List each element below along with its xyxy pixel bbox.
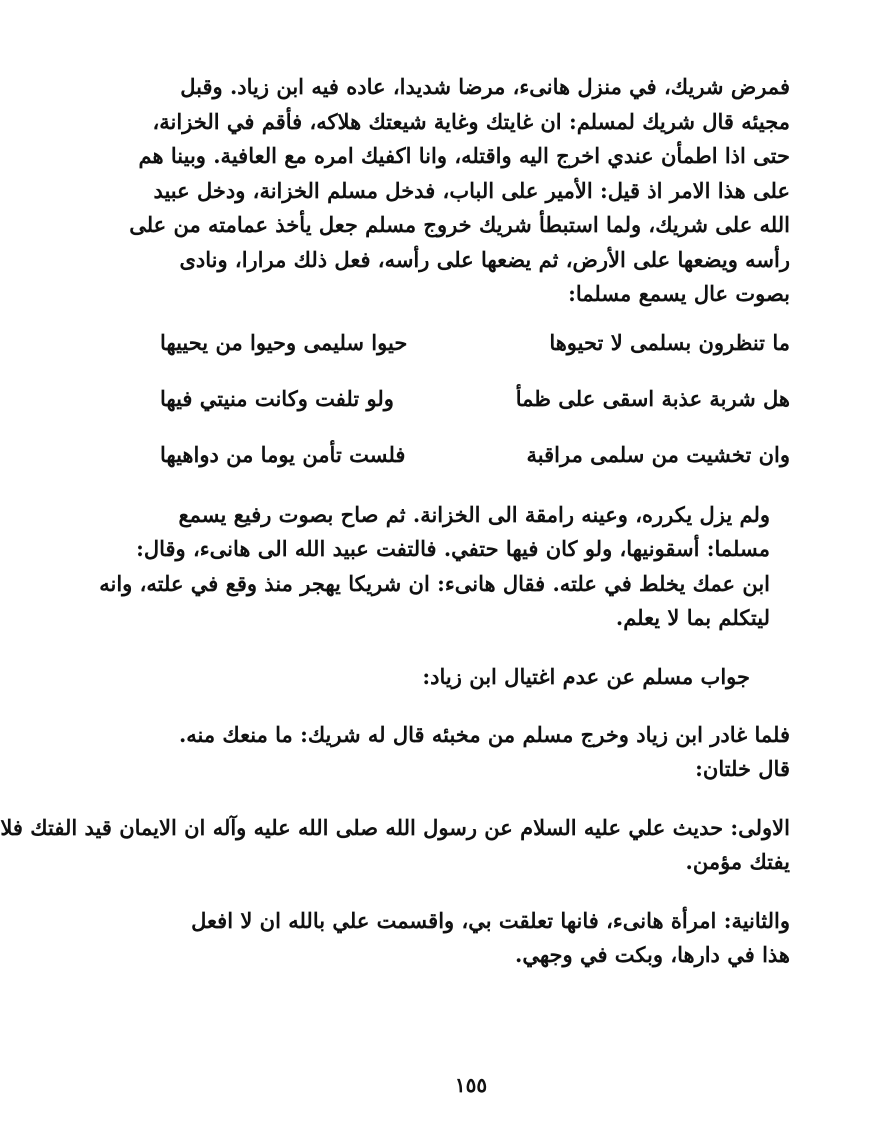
text-line: ليتكلم بما لا يعلم. xyxy=(615,605,770,630)
text-line: الله على شريك، ولما استبطأ شريك خروج مسلم جعل يأخذ عمامته من على xyxy=(129,212,790,237)
verse-second-hemistich: فلست تأمن يوما من دواهيها xyxy=(160,441,406,467)
paragraph-5 xyxy=(160,904,790,973)
text-line: يفتك مؤمن. xyxy=(685,849,790,874)
poem-verse xyxy=(160,442,790,498)
text-line: فمرض شريك، في منزل هانىء، مرضا شديدا، عاده فيه ابن زياد. وقبل xyxy=(180,74,790,99)
paragraph-4 xyxy=(0,811,790,880)
poem-verses xyxy=(160,330,790,498)
paragraph-1 xyxy=(129,70,790,312)
text-line: ولم يزل يكرره، وعينه رامقة الى الخزانة. ثم صاح بصوت رفيع يسمع xyxy=(178,501,770,527)
text-line: هذا في دارها، وبكت في وجهي. xyxy=(515,942,790,967)
text-line: ابن عمك يخلط في علته. فقال هانىء: ان شريكا يهجر منذ وقع في علته، وانه xyxy=(99,570,770,596)
verse-first-hemistich: وان تخشيت من سلمى مراقبة xyxy=(526,441,790,467)
poem-verse xyxy=(160,330,790,386)
verse-first-hemistich: ما تنظرون بسلمى لا تحيوها xyxy=(549,329,790,355)
section-heading: جواب مسلم عن عدم اغتيال ابن زياد: xyxy=(422,663,750,689)
text-line: مجيئه قال شريك لمسلم: ان غايتك وغاية شيعتك هلاكه، فأقم في الخزانة، xyxy=(152,108,790,134)
page-body xyxy=(0,70,790,973)
text-line: قال خلتان: xyxy=(695,756,790,781)
text-line: حتى اذا اطمأن عندي اخرج اليه واقتله، وانا اكفيك امره مع العافية. وبينا هم xyxy=(138,143,790,168)
paragraph-2 xyxy=(99,498,790,636)
text-line: بصوت عال يسمع مسلما: xyxy=(568,281,790,306)
text-line: فلما غادر ابن زياد وخرج مسلم من مخبئه قال له شريك: ما منعك منه. xyxy=(178,721,790,747)
text-line: مسلما: أسقونيها، ولو كان فيها حتفي. فالتفت عبيد الله الى هانىء، وقال: xyxy=(136,536,770,561)
text-line: على هذا الامر اذ قيل: الأمير على الباب، فدخل مسلم الخزانة، ودخل عبيد xyxy=(153,177,790,203)
verse-second-hemistich: حيوا سليمى وحيوا من يحييها xyxy=(160,329,408,355)
paragraph-3 xyxy=(160,718,790,787)
text-line: الاولى: حديث علي عليه السلام عن رسول الله صلى الله عليه وآله ان الايمان قيد الفتك فلا xyxy=(0,814,790,840)
verse-first-hemistich: هل شربة عذبة اسقى على ظمأ xyxy=(515,385,790,411)
text-line: رأسه ويضعها على الأرض، ثم يضعها على رأسه، فعل ذلك مرارا، ونادى xyxy=(179,246,790,272)
page-number: ١٥٥ xyxy=(454,1073,488,1097)
verse-second-hemistich: ولو تلفت وكانت منيتي فيها xyxy=(160,385,394,411)
text-line: والثانية: امرأة هانىء، فانها تعلقت بي، واقسمت علي بالله ان لا افعل xyxy=(191,907,790,933)
poem-verse xyxy=(160,386,790,442)
